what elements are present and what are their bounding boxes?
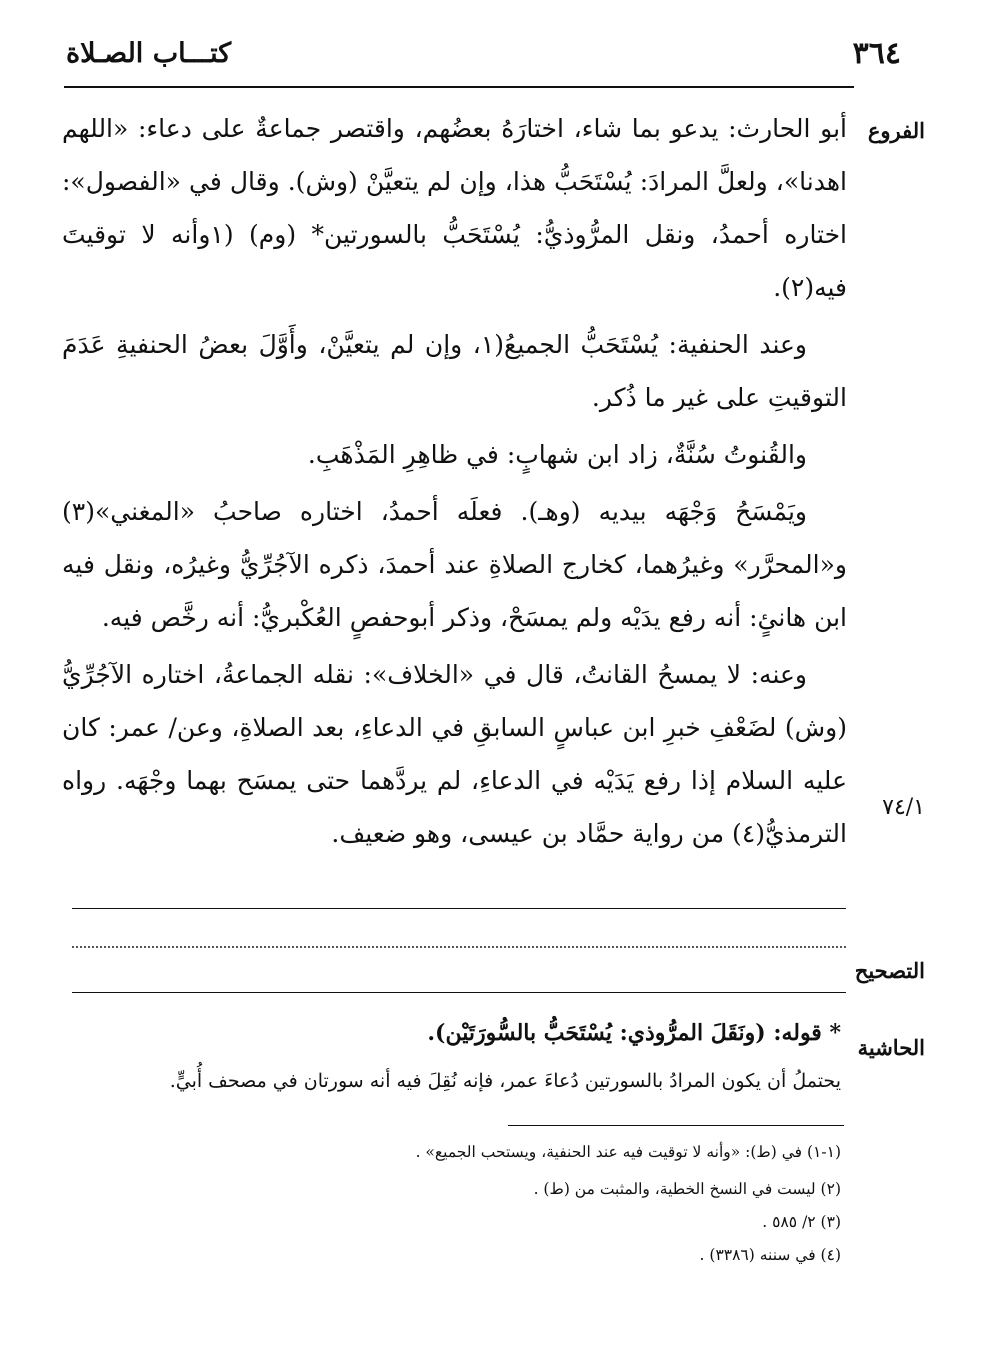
running-title: كتـــاب الصـلاة [66,38,232,69]
paragraph-3: والقُنوتُ سُنَّةٌ، زاد ابن شهابٍ: في ظاهِرِ المَذْهَبِ. [307,440,807,469]
margin-label-tashih: التصحيح [854,958,925,983]
tashih-dotted-line [72,946,846,948]
separator-line-top [72,908,846,909]
paragraph-2: وعند الحنفية: يُسْتَحَبُّ الجميعُ(١، وإن لم يتعيَّنْ، وأَوَّلَ بعضُ الحنفيةِ عَدَمَ التوقيتِ على غير ما ذُكر. [62,330,847,412]
margin-volume-ref: ٧٤/١ [882,795,925,820]
margin-label-furu: الفروع [867,118,925,143]
page-number: ٣٦٤ [852,36,901,71]
footnote-4: (٤) في سننه (٣٣٨٦) . [699,1246,841,1264]
footnote-1: (١-١) في (ط): «وأنه لا توقيت فيه عند الحنفية، ويستحب الجميع» . [415,1143,841,1161]
hashiya-heading: * قوله: (ونَقَلَ المرُّوذي: يُسْتَحَبُّ بالسُّورَتَيْن). [427,1020,841,1046]
footnote-rule [508,1125,844,1126]
margin-label-hashiya: الحاشية [857,1035,925,1060]
hashiya-text: يحتملُ أن يكون المرادُ بالسورتين دُعاءَ عمر، فإنه نُقِلَ فيه أنه سورتان في مصحف أُبيٍّ. [169,1070,841,1092]
paragraph-5: وعنه: لا يمسحُ القانتُ، قال في «الخلاف»: نقله الجماعةُ، اختاره الآجُرِّيُّ (وش) لضَعْفِ خبرِ ابن عباسٍ السابقِ في الدعاءِ، بعد الصلاةِ، وعن/ عمر: كان عليه السلام إذا رفع يَدَيْه في الدعاءِ، لم يردَّهما حتى يمسَح بهما وجْهَه. رواه الترمذيُّ(٤) من رواية حمَّاد بن عيسى، وهو ضعيف. [62,660,847,848]
separator-line-bottom [72,992,846,993]
main-text-block [62,102,847,864]
footnote-2: (٢) ليست في النسخ الخطية، والمثبت من (ط) . [533,1180,841,1198]
paragraph-1: أبو الحارث: يدعو بما شاء، اختارَهُ بعضُهم، واقتصر جماعةٌ على دعاء: «اللهم اهدنا»، ولعلَّ المرادَ: يُسْتَحَبُّ هذا، وإن لم يتعيَّنْ (وش). وقال في «الفصول»: اختاره أحمدُ، ونقل المرُّوذيُّ: يُسْتَحَبُّ بالسورتين* (وم) (١وأنه لا توقيتَ فيه(٢). [62,114,847,302]
footnote-3: (٣) ٢/ ٥٨٥ . [762,1213,841,1231]
paragraph-4: ويَمْسَحُ وَجْهَه بيديه (وهـ). فعلَه أحمدُ، اختاره صاحبُ «المغني»(٣) و«المحرَّر» وغيرُهما، كخارج الصلاةِ عند أحمدَ، ذكره الآجُرِّيُّ وغيرُه، ونقل فيه ابن هانئٍ: أنه رفع يدَيْه ولم يمسَحْ، وذكر أبوحفصٍ العُكْبريُّ: أنه رخَّص فيه. [62,497,847,632]
header-rule [64,86,854,88]
